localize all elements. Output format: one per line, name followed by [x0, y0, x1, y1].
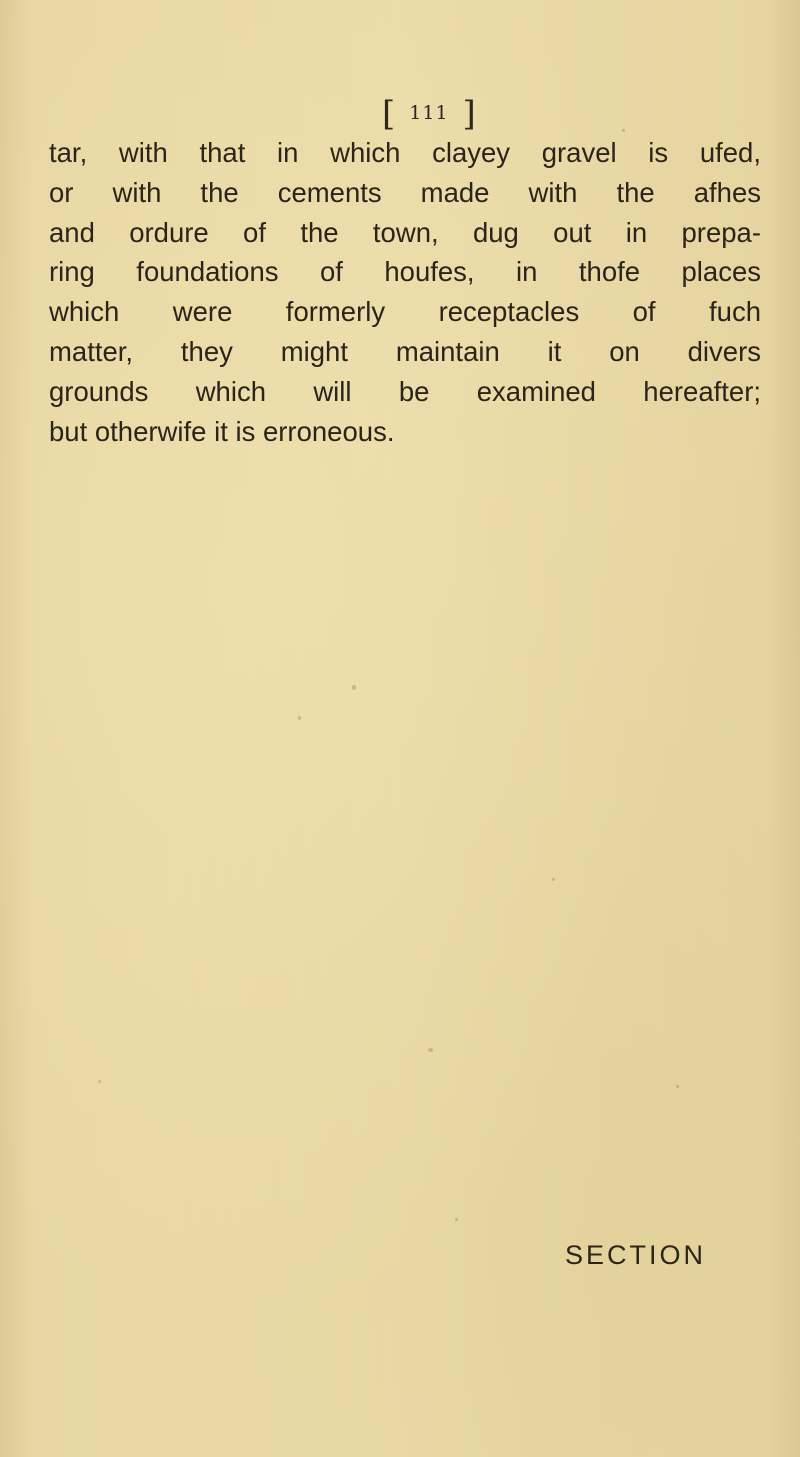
text-line: which were formerly receptacles of fuch — [49, 296, 761, 328]
text-line: and ordure of the town, dug out in prepa- — [49, 216, 761, 248]
text-line: or with the cements made with the afhes — [49, 176, 761, 208]
text-line: tar, with that in which clayey gravel is ufed, — [49, 137, 761, 168]
paper-speck — [455, 1218, 458, 1221]
paper-speck — [298, 716, 301, 720]
paper-speck — [352, 685, 356, 690]
paper-speck — [676, 1085, 679, 1088]
paper-speck — [98, 1080, 101, 1083]
paper-speck — [552, 878, 555, 881]
header-bracket-close: ] — [462, 94, 478, 134]
header-bracket-open: [ — [382, 94, 398, 134]
text-line: matter, they might maintain it on divers — [49, 335, 761, 367]
paper-speck — [428, 1048, 433, 1052]
catchword: SECTION — [565, 1240, 707, 1270]
text-line: grounds which will be examined hereafter; — [49, 375, 761, 407]
paper-speck — [622, 129, 625, 132]
text-line: but otherwife it is erroneous. — [49, 415, 395, 447]
text-line: ring foundations of houfes, in thofe places — [49, 256, 761, 288]
body-paragraph — [49, 133, 761, 451]
page-header — [382, 88, 478, 134]
page-number: 111 — [409, 102, 449, 124]
